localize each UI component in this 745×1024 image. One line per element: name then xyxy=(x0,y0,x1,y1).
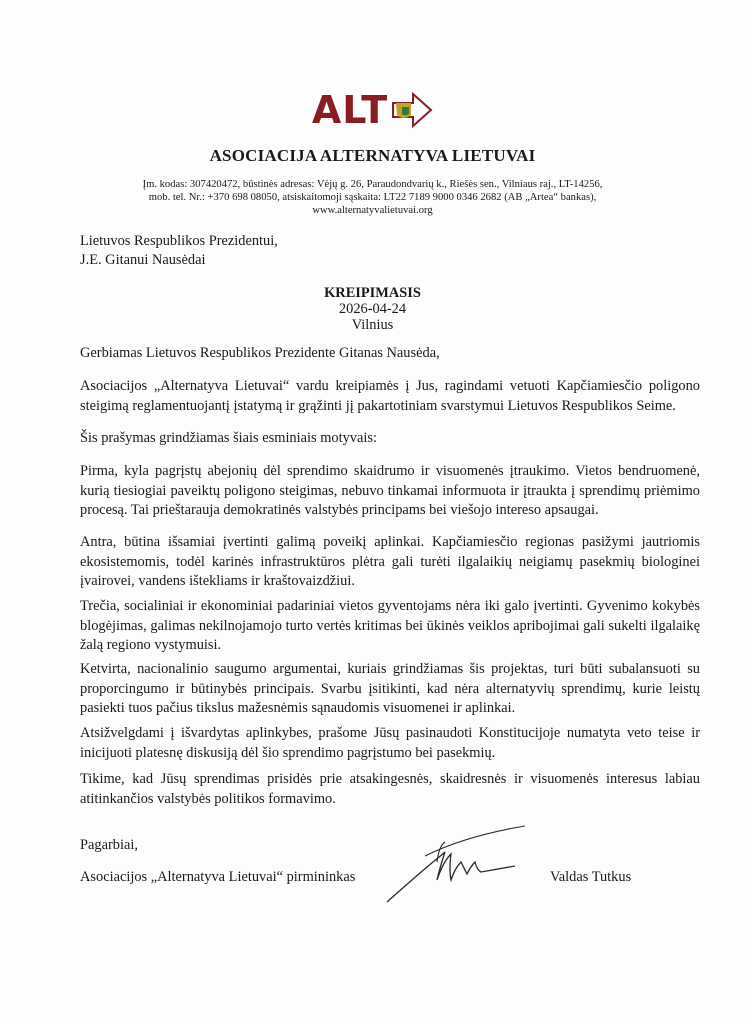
addressee-line: Lietuvos Respublikos Prezidentui, xyxy=(80,233,278,249)
title-block xyxy=(0,285,745,333)
body-paragraph: Atsižvelgdami į išvardytas aplinkybes, prašome Jūsų pasinaudoti Konstitucijoje numatyta veto teise ir inicijuoti platesnę diskusiją dėl šio sprendimo pagrįstumo bei pasekmių. xyxy=(80,725,700,761)
organization-name: ASOCIACIJA ALTERNATYVA LIETUVAI xyxy=(209,146,536,165)
body-paragraph: Asociacijos „Alternatyva Lietuvai“ vardu kreipiamės į Jus, ragindami vetuoti Kapčiamiesčio poligono steigimą reglamentuojantį įstatymą ir grąžinti jį pakartotiniam svarstymui Lietuvos Respublikos Seime. xyxy=(80,378,700,414)
handwritten-signature xyxy=(385,822,535,912)
body-paragraph: Šis prašymas grindžiamas šiais esminiais motyvais: xyxy=(80,430,377,446)
closing-salutation: Pagarbiai, xyxy=(80,837,138,853)
body-paragraph: Trečia, socialiniai ir ekonominiai padariniai vietos gyventojams nėra iki galo įvertinti. Gyvenimo kokybės blogėjimas, galimas nekilnojamojo turto vertės kritimas bei ūkinės veiklos apribojimai gali sukelti ilgalaikę žalą regiono vystymuisi. xyxy=(80,598,700,653)
addressee-line: J.E. Gitanui Nausėdai xyxy=(80,252,206,268)
body-paragraph: Ketvirta, nacionalinio saugumo argumentai, kuriais grindžiamas šis projektas, turi būti subalansuoti su proporcingumo ir būtinybės principais. Svarbu įsitikinti, kad nėra alternatyvių sprendimų, kurie leistų pasiekti tuos pačius tikslus mažesnėmis sąnaudomis visuomenei ir aplinkai. xyxy=(80,661,700,716)
document-place: Vilnius xyxy=(351,317,394,333)
body-paragraph: Antra, būtina išsamiai įvertinti galimą poveikį aplinkai. Kapčiamiesčio regionas pasižymi jautriomis ekosistemomis, todėl karinės infrastruktūros plėtra gali turėti ilgalaikių neigiamų pasekmių biologinei įvairovei, vandens ištekliams ir kraštovaizdžiui. xyxy=(80,534,700,589)
signer-title: Asociacijos „Alternatyva Lietuvai“ pirmininkas xyxy=(80,869,356,885)
addressee xyxy=(80,232,278,270)
greeting: Gerbiamas Lietuvos Respublikos Prezidente Gitanas Nausėda, xyxy=(80,345,440,361)
website-link: www.alternatyvalietuvai.org xyxy=(312,205,433,216)
details-line: Įm. kodas: 307420472, būstinės adresas: Vėjų g. 26, Paraudondvarių k., Riešės sen., Vilniaus raj., LT-14256, xyxy=(142,179,603,190)
details-line: mob. tel. Nr.: +370 698 08050, atsiskaitomoji sąskaita: LT22 7189 9000 0346 2682 (AB „Artea“ bankas), xyxy=(148,192,597,203)
document-date: 2026-04-24 xyxy=(338,301,407,317)
body-paragraph: Tikime, kad Jūsų sprendimas prisidės prie atsakingesnės, skaidresnės ir visuomenės interesus labiau atitinkančios valstybės politikos formavimo. xyxy=(80,771,700,807)
logo-text: ALT xyxy=(311,88,389,132)
logo-arrow-icon xyxy=(391,91,433,129)
organization-details xyxy=(0,178,745,217)
letterhead-logo xyxy=(0,88,745,132)
signer-name: Valdas Tutkus xyxy=(550,869,632,885)
body-paragraph: Pirma, kyla pagrįstų abejonių dėl sprendimo skaidrumo ir visuomenės įtraukimo. Vietos bendruomenė, kurią tiesiogiai paveiktų poligono steigimas, nebuvo tinkamai informuota ir įtraukta į sprendimų priėmimo procesą. Tai prieštarauja demokratinės valstybės principams bei viešojo intereso apsaugai. xyxy=(80,463,700,518)
document-title: KREIPIMASIS xyxy=(324,285,421,301)
